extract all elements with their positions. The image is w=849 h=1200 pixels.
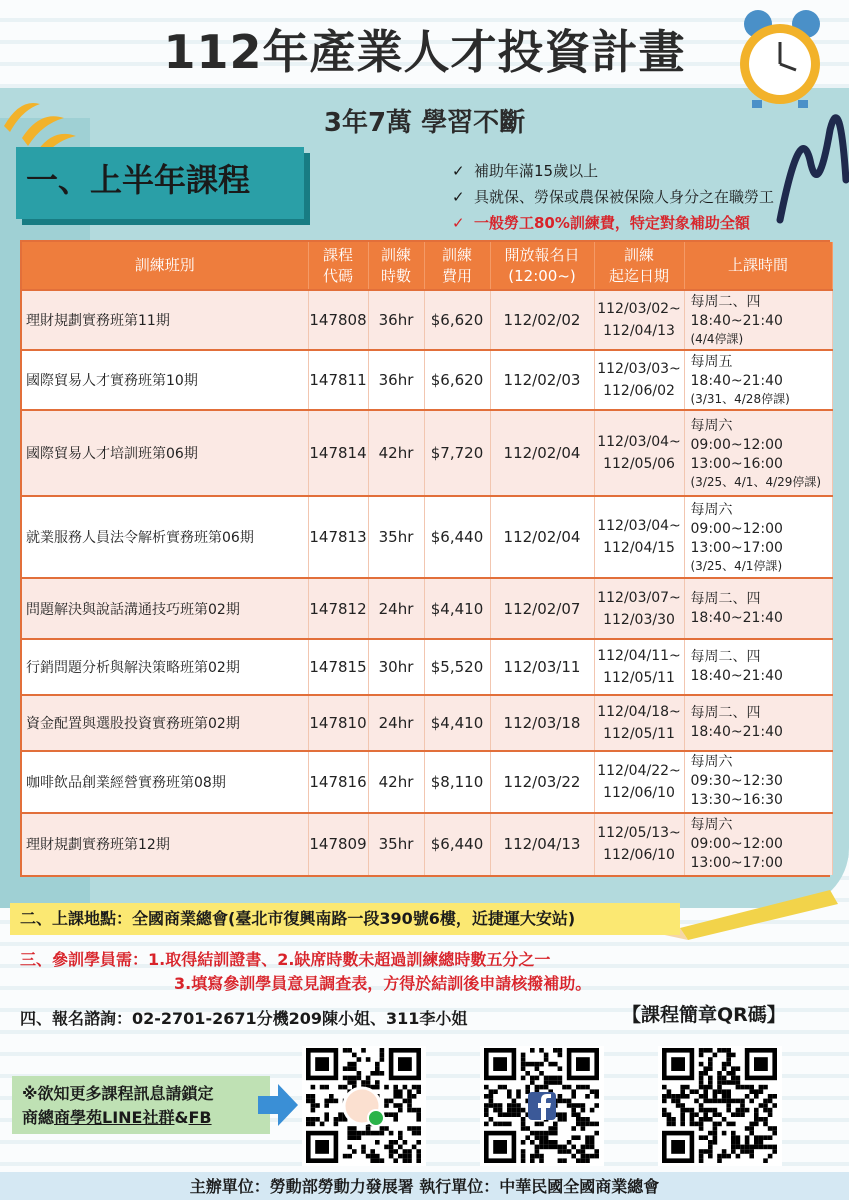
course-fee: $4,410 <box>424 578 490 638</box>
follow-line-2 <box>22 1106 260 1130</box>
period-start: 112/04/18~ <box>597 703 681 720</box>
schedule-note: (3/25、4/1、4/29停課) <box>690 474 822 489</box>
schedule-line: 每周六 <box>690 501 733 518</box>
course-fee: $6,620 <box>424 350 490 410</box>
contact-info: 四、報名諮詢：02-2701-2671分機209陳小姐、311李小姐 <box>20 1009 468 1028</box>
eligibility-item <box>452 158 849 184</box>
course-name: 就業服務人員法令解析實務班第06期 <box>22 496 308 578</box>
period-start: 112/03/02~ <box>597 301 681 318</box>
eligibility-text: 補助年滿15歲以上 <box>474 162 599 180</box>
header-period: 訓練 起迄日期 <box>594 242 684 290</box>
course-period <box>594 751 684 813</box>
course-schedule <box>684 350 832 410</box>
eligibility-text: 一般勞工80%訓練費，特定對象補助全額 <box>474 214 750 232</box>
course-code: 147814 <box>308 410 368 496</box>
header-fee: 訓練 費用 <box>424 242 490 290</box>
course-period <box>594 410 684 496</box>
course-open-date: 112/02/04 <box>490 410 594 496</box>
course-hours: 30hr <box>368 639 424 695</box>
period-start: 112/05/13~ <box>597 825 681 842</box>
course-code: 147815 <box>308 639 368 695</box>
course-period <box>594 350 684 410</box>
course-schedule <box>684 496 832 578</box>
schedule-line: 18:40~21:40 <box>690 723 783 740</box>
line-community-link[interactable]: 商學苑LINE社群 <box>54 1108 175 1127</box>
footer-organizers: 主辦單位：勞動部勞動力發展署 執行單位：中華民國全國商業總會 <box>0 1172 849 1200</box>
period-start: 112/03/04~ <box>597 518 681 535</box>
schedule-line: 每周二、四 <box>690 648 761 665</box>
schedule-line: 09:30~12:30 <box>690 773 783 790</box>
course-code: 147813 <box>308 496 368 578</box>
course-name: 咖啡飲品創業經營實務班第08期 <box>22 751 308 813</box>
period-end: 112/03/30 <box>603 611 675 628</box>
course-hours: 35hr <box>368 813 424 875</box>
period-end: 112/04/13 <box>603 323 675 340</box>
header-time: 上課時間 <box>684 242 832 290</box>
table-row <box>22 290 832 350</box>
course-fee: $6,440 <box>424 496 490 578</box>
course-hours: 42hr <box>368 751 424 813</box>
schedule-line: 13:00~17:00 <box>690 854 783 871</box>
course-fee: $8,110 <box>424 751 490 813</box>
line-icon <box>344 1088 384 1126</box>
course-name: 理財規劃實務班第11期 <box>22 290 308 350</box>
course-schedule <box>684 695 832 751</box>
schedule-line: 每周六 <box>690 754 733 771</box>
course-period <box>594 639 684 695</box>
check-icon: ✓ <box>452 214 465 232</box>
course-hours: 24hr <box>368 695 424 751</box>
location-info: 二、上課地點：全國商業總會(臺北市復興南路一段390號6樓，近捷運大安站) <box>10 903 680 935</box>
period-end: 112/06/10 <box>603 784 675 801</box>
course-open-date: 112/03/18 <box>490 695 594 751</box>
schedule-line: 13:30~16:30 <box>690 792 783 809</box>
course-hours: 35hr <box>368 496 424 578</box>
requirements-info <box>20 948 840 996</box>
course-code: 147810 <box>308 695 368 751</box>
table-row <box>22 578 832 638</box>
eligibility-item <box>452 210 849 236</box>
facebook-icon <box>528 1092 556 1120</box>
page-title: 112年產業人才投資計畫 <box>163 25 686 79</box>
requirements-line-1: 三、參訓學員需：1.取得結訓證書、2.缺席時數未超過訓練總時數五分之一 <box>20 950 551 969</box>
period-start: 112/04/22~ <box>597 762 681 779</box>
course-open-date: 112/03/22 <box>490 751 594 813</box>
check-icon: ✓ <box>452 162 465 180</box>
table-header-row <box>22 242 832 290</box>
schedule-line: 18:40~21:40 <box>690 667 783 684</box>
course-fee: $6,620 <box>424 290 490 350</box>
course-name: 國際貿易人才培訓班第06期 <box>22 410 308 496</box>
course-name: 行銷問題分析與解決策略班第02期 <box>22 639 308 695</box>
course-code: 147811 <box>308 350 368 410</box>
schedule-line: 每周六 <box>690 816 733 833</box>
course-code: 147809 <box>308 813 368 875</box>
schedule-line: 13:00~17:00 <box>690 539 783 556</box>
course-name: 理財規劃實務班第12期 <box>22 813 308 875</box>
course-code: 147812 <box>308 578 368 638</box>
table-row <box>22 639 832 695</box>
table-row <box>22 695 832 751</box>
period-end: 112/05/06 <box>603 456 675 473</box>
table-row <box>22 410 832 496</box>
table-row <box>22 813 832 875</box>
period-start: 112/03/07~ <box>597 589 681 606</box>
period-start: 112/03/04~ <box>597 434 681 451</box>
course-fee: $6,440 <box>424 813 490 875</box>
eligibility-item <box>452 184 849 210</box>
period-end: 112/06/10 <box>603 847 675 864</box>
header-name: 訓練班別 <box>22 242 308 290</box>
schedule-line: 09:00~12:00 <box>690 436 783 453</box>
schedule-line: 09:00~12:00 <box>690 520 783 537</box>
schedule-line: 18:40~21:40 <box>690 373 783 390</box>
course-hours: 36hr <box>368 290 424 350</box>
course-code: 147816 <box>308 751 368 813</box>
follow-prefix: 商總 <box>22 1108 55 1127</box>
schedule-line: 18:40~21:40 <box>690 609 783 626</box>
period-start: 112/03/03~ <box>597 361 681 378</box>
course-fee: $4,410 <box>424 695 490 751</box>
qr-code-brochure[interactable] <box>658 1046 782 1166</box>
course-period <box>594 496 684 578</box>
course-schedule <box>684 751 832 813</box>
header-open: 開放報名日 (12:00~) <box>490 242 594 290</box>
header-code: 課程 代碼 <box>308 242 368 290</box>
qr-code-facebook[interactable] <box>480 1046 604 1166</box>
check-icon: ✓ <box>452 188 465 206</box>
schedule-line: 每周二、四 <box>690 294 761 311</box>
course-schedule <box>684 290 832 350</box>
course-schedule <box>684 410 832 496</box>
schedule-line: 每周六 <box>690 417 733 434</box>
page-subtitle: 3年7萬 學習不斷 <box>323 108 526 138</box>
course-fee: $7,720 <box>424 410 490 496</box>
qr-title: 【課程簡章QR碼】 <box>622 1004 786 1026</box>
schedule-line: 13:00~16:00 <box>690 455 783 472</box>
schedule-note: (3/31、4/28停課) <box>690 392 790 407</box>
course-open-date: 112/04/13 <box>490 813 594 875</box>
period-start: 112/04/11~ <box>597 647 681 664</box>
course-schedule <box>684 813 832 875</box>
course-open-date: 112/02/03 <box>490 350 594 410</box>
follow-box <box>12 1076 270 1134</box>
course-hours: 24hr <box>368 578 424 638</box>
course-open-date: 112/03/11 <box>490 639 594 695</box>
course-open-date: 112/02/07 <box>490 578 594 638</box>
course-name: 資金配置與選股投資實務班第02期 <box>22 695 308 751</box>
course-period <box>594 578 684 638</box>
course-schedule <box>684 639 832 695</box>
section-title: 一、上半年課程 <box>26 161 251 199</box>
schedule-line: 每周五 <box>690 354 733 371</box>
course-period <box>594 695 684 751</box>
course-name: 國際貿易人才實務班第10期 <box>22 350 308 410</box>
course-open-date: 112/02/04 <box>490 496 594 578</box>
schedule-note: (4/4停課) <box>690 332 744 347</box>
eligibility-list <box>452 158 849 236</box>
schedule-note: (3/25、4/1停課) <box>690 558 783 573</box>
header-hours: 訓練 時數 <box>368 242 424 290</box>
table-row <box>22 350 832 410</box>
follow-amp: & <box>174 1108 189 1127</box>
course-open-date: 112/02/02 <box>490 290 594 350</box>
schedule-line: 18:40~21:40 <box>690 313 783 330</box>
course-hours: 36hr <box>368 350 424 410</box>
eligibility-text: 具就保、勞保或農保被保險人身分之在職勞工 <box>474 188 775 206</box>
period-end: 112/04/15 <box>603 540 675 557</box>
course-period <box>594 813 684 875</box>
course-name: 問題解決與說話溝通技巧班第02期 <box>22 578 308 638</box>
schedule-line: 每周二、四 <box>690 704 761 721</box>
period-end: 112/05/11 <box>603 725 675 742</box>
period-end: 112/05/11 <box>603 669 675 686</box>
qr-code-line[interactable] <box>302 1046 426 1166</box>
period-end: 112/06/02 <box>603 383 675 400</box>
course-fee: $5,520 <box>424 639 490 695</box>
pencil-icon <box>660 880 849 940</box>
course-schedule <box>684 578 832 638</box>
table-row <box>22 496 832 578</box>
schedule-line: 09:00~12:00 <box>690 835 783 852</box>
follow-line-1: ※欲知更多課程訊息請鎖定 <box>22 1084 214 1103</box>
requirements-line-2: 3.填寫參訓學員意見調查表，方得於結訓後申請核撥補助。 <box>174 974 592 993</box>
course-hours: 42hr <box>368 410 424 496</box>
course-period <box>594 290 684 350</box>
fb-link[interactable]: FB <box>188 1108 212 1127</box>
table-row <box>22 751 832 813</box>
course-table <box>20 240 830 877</box>
arrow-right-icon <box>258 1084 298 1126</box>
schedule-line: 每周二、四 <box>690 590 761 607</box>
course-code: 147808 <box>308 290 368 350</box>
